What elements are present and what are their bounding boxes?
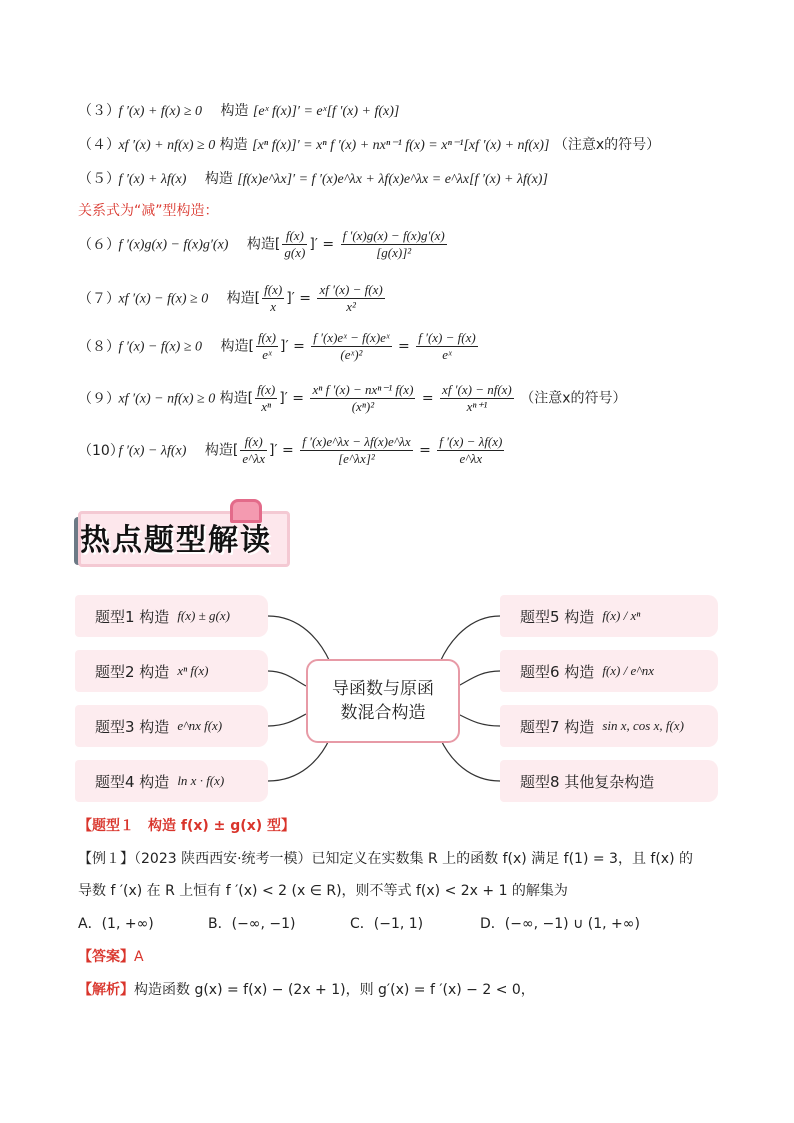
question-line-1: 【例１】（2023 陕西西安·统考一模）已知定义在实数集 R 上的函数 f(x) 满足 f(1) = 3，且 f(x) 的 [78,851,693,867]
fraction: $\frac{f '(x) - \lambda f(x)}{e\^{}\lambda x}$ [439,434,503,466]
analysis-text: 构造函数 g(x) = f(x) − (2x + 1)，则 g′(x) = f ′(x) − 2 < 0， [134,982,535,998]
answer-line [78,944,144,970]
option-d: D．(−∞, −1) ∪ (1, +∞) [480,916,640,932]
option-c: C．(−1, 1) [350,916,424,932]
question-type-title: 【题型１ 构造 f(x) ± g(x) 型】 [78,818,295,834]
formula-6: （６） f ′(x)g(x) − f(x)g′(x) 构造[ $\frac{f(x)}{g(x)}$ ]′ = $\frac{f '(x)g(x) - f(x)g'(x)}{\text{[g(x)]²}}$ [78,228,445,260]
answer-value: A [134,949,144,965]
fraction: $\frac{xf '(x) - nf(x)}{\text{xⁿ⁺¹}}$ [442,382,512,414]
formula-3: （３） f ′(x) + f(x) ≥ 0 构造 [eˣ f(x)]′ = eˣ[f ′(x) + f(x)] [78,103,400,119]
formula-10: （10） f ′(x) − λf(x) 构造[ $\frac{f(x)}{e\^{}\lambda x}$ ]′ = $\frac{f '(x)e\^{}\lambda x - \lambda f(x)e\^{}\lambda x}{\text{[e\textasciicircum{}λx]²}}$ = $\frac{f '(x) - \lambda f(x)}{e\^{}\lambda x}$ [78,434,503,466]
fraction: $\frac{\text{xⁿ f ′(x) − nxⁿ⁻¹ f(x)}}{\text{(xⁿ)²}}$ [312,382,414,414]
mindmap-type-7: 题型7 构造 sin x, cos x, f(x) [500,705,718,747]
formula-7: （７） xf ′(x) − f(x) ≥ 0 构造[ $\frac{f(x)}{x}$ ]′ = $\frac{xf '(x) - f(x)}{\text{x²}}$ [78,282,383,314]
mindmap-type-3: 题型3 构造 e^nx f(x) [75,705,268,747]
mindmap-type-6: 题型6 构造 f(x) / e^nx [500,650,718,692]
fraction: $\frac{f(x)}{g(x)}$ [284,228,306,260]
fraction: $\frac{f '(x)g(x) - f(x)g'(x)}{\text{[g(x)]²}}$ [342,228,445,260]
formula-8: （８） f ′(x) − f(x) ≥ 0 构造[ $\frac{f(x)}{\text{eˣ}}$ ]′ = $\frac{\text{f ′(x)eˣ − f(x)eˣ}}{\text{(eˣ)²}}$ = $\frac{f '(x) - f(x)}{\text{eˣ}}$ [78,330,476,362]
answer-label: 【答案】 [78,949,134,965]
fraction: $\frac{f(x)}{\text{eˣ}}$ [257,330,276,362]
mindmap-type-8: 题型8 其他复杂构造 [500,760,718,802]
fraction: $\frac{f(x)}{e\^{}\lambda x}$ [242,434,265,466]
fraction: $\frac{f(x)}{x}$ [264,282,283,314]
formula-5: （５） f ′(x) + λf(x) 构造 [f(x)e^λx]′ = f ′(x)e^λx + λf(x)e^λx = e^λx[f ′(x) + λf(x)] [78,171,548,187]
heading-minus-type: 关系式为“减”型构造： [78,203,219,219]
question-line-2: 导数 f ′(x) 在 R 上恒有 f ′(x) < 2 (x ∈ R)，则不等式 f(x) < 2x + 1 的解集为 [78,883,568,899]
mindmap-type-2: 题型2 构造 xⁿ f(x) [75,650,268,692]
analysis-label: 【解析】 [78,982,134,998]
mindmap-type-4: 题型4 构造 ln x · f(x) [75,760,268,802]
banner-title: 热点题型解读 [80,523,272,558]
option-a: A．(1, +∞) [78,916,154,932]
fraction: $\frac{f '(x) - f(x)}{\text{eˣ}}$ [418,330,476,362]
analysis-line [78,977,535,1003]
formula-9: （９） xf ′(x) − nf(x) ≥ 0 构造[ $\frac{f(x)}{\text{xⁿ}}$ ]′ = $\frac{\text{xⁿ f ′(x) − nxⁿ⁻¹ f(x)}}{\text{(xⁿ)²}}$ = $\frac{xf '(x) - nf(x)}{\text{xⁿ⁺¹}}$ （注意x的符号） [78,382,627,414]
mindmap-center: 导函数与原函 数混合构造 [306,659,460,743]
fraction: $\frac{xf '(x) - f(x)}{\text{x²}}$ [319,282,383,314]
option-b: B．(−∞, −1) [208,916,296,932]
fraction: $\frac{f(x)}{\text{xⁿ}}$ [257,382,276,414]
mindmap-type-5: 题型5 构造 f(x) / xⁿ [500,595,718,637]
fraction: $\frac{\text{f ′(x)eˣ − f(x)eˣ}}{\text{(eˣ)²}}$ [313,330,390,362]
formula-4: （４） xf ′(x) + nf(x) ≥ 0 构造 [xⁿ f(x)]′ = xⁿ f ′(x) + nxⁿ⁻¹ f(x) = xⁿ⁻¹[xf ′(x) + nf(x)] （注意x的符号） [78,137,661,153]
fraction: $\frac{f '(x)e\^{}\lambda x - \lambda f(x)e\^{}\lambda x}{\text{[e\textasciicircum{}λx]²}}$ [302,434,411,466]
mindmap-type-1: 题型1 构造 f(x) ± g(x) [75,595,268,637]
